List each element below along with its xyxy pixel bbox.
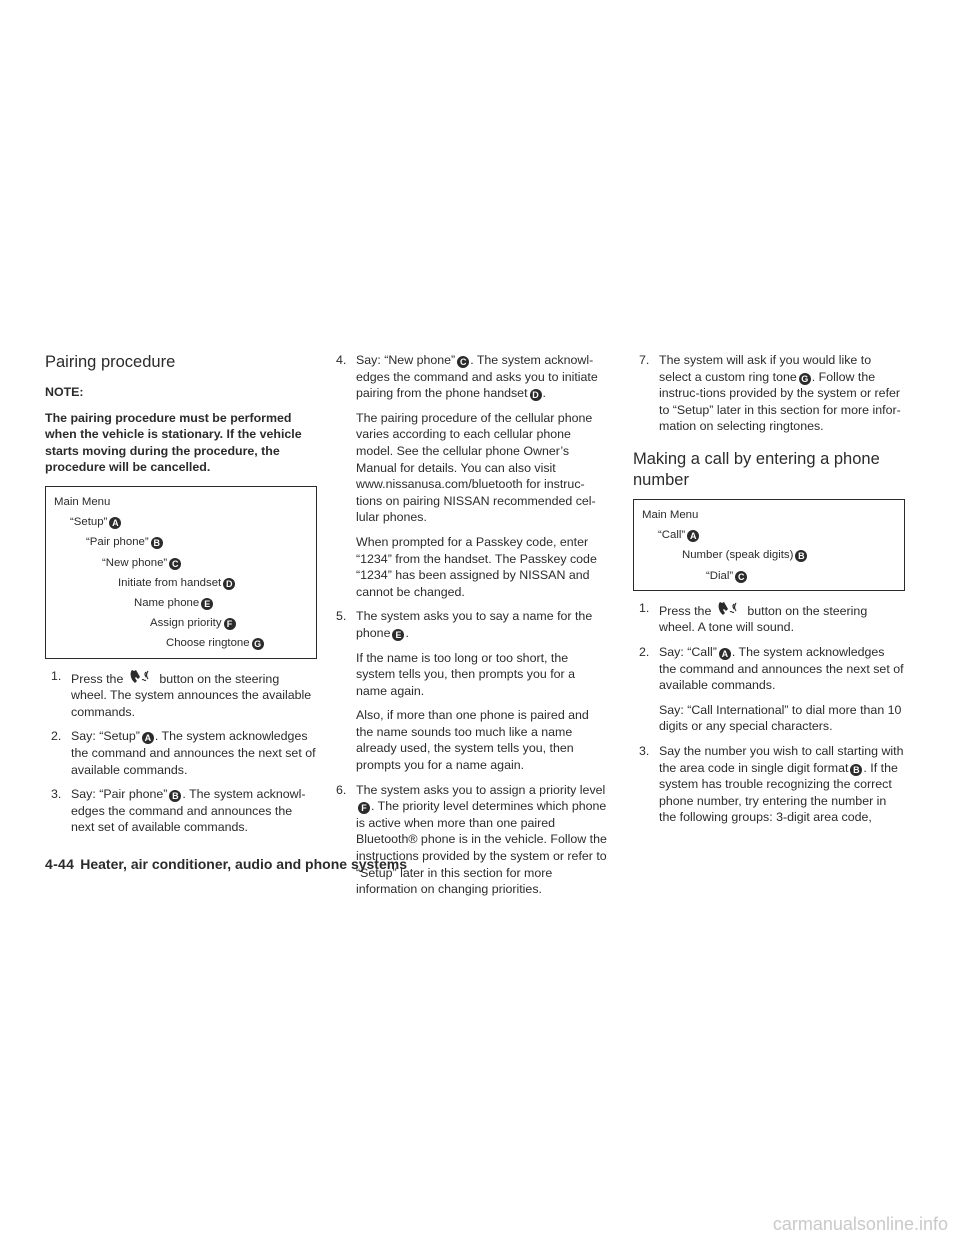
pairing-step-3: 3. Say: “Pair phone” B . The system acknowl-edges the command and announces the next set of available commands. — [51, 787, 306, 835]
marker-b-icon: B — [151, 537, 163, 549]
menu-item-choose-ringtone: Choose ringtone G — [54, 633, 308, 653]
step-5-para-2: Also, if more than one phone is paired and the name sounds too much like a name already used, the system tells you, then prompts you for a name again. — [356, 708, 589, 773]
marker-g-icon: G — [252, 638, 264, 650]
marker-b-icon: B — [169, 790, 181, 802]
menu-item-number: Number (speak digits) B — [642, 545, 896, 565]
watermark: carmanualsonline.info — [772, 1214, 948, 1234]
step-4-para-1: The pairing procedure of the cellular phone varies according to each cellular phone model. See the cellular phone Owner’s Manual for details. You can also visit www.nissanusa.com/bluetooth for instruc-tions on pairing NISSAN recommended cel-lular phones. — [356, 410, 596, 525]
call-menu-tree — [633, 499, 905, 591]
call-step-2-para-1: Say: “Call International” to dial more than 10 digits or any special characters. — [659, 702, 902, 734]
marker-e-icon: E — [201, 598, 213, 610]
menu-item-call: “Call” A — [642, 525, 896, 545]
pairing-menu-tree — [45, 486, 317, 659]
pairing-step-7: 7. The system will ask if you would like to select a custom ring tone G . Follow the instruc-tions provided by the system or refer to “Setup” later in this section for more infor-mation on selecting ringtones. — [639, 353, 901, 434]
marker-c-icon: C — [457, 356, 469, 368]
note-label: NOTE: — [45, 385, 84, 399]
menu-item-initiate: Initiate from handset D — [54, 573, 308, 593]
menu-item-name-phone: Name phone E — [54, 593, 308, 613]
steering-phone-icon — [127, 668, 151, 686]
menu-item-dial: “Dial” C — [642, 566, 896, 586]
marker-f-icon: F — [224, 618, 236, 630]
menu-root: Main Menu — [54, 495, 111, 508]
pairing-step-1: 1. Press the button on the steering wheel. The system announces the available commands. — [51, 668, 312, 719]
step-5-para-1: If the name is too long or too short, the system tells you, then prompts you for a name again. — [356, 650, 575, 698]
menu-item-pair-phone: “Pair phone” B — [54, 532, 308, 552]
marker-d-icon: D — [223, 578, 235, 590]
call-step-1: 1. Press the button on the steering wheel. A tone will sound. — [639, 600, 868, 635]
section-title-pairing: Pairing procedure — [45, 353, 176, 371]
marker-c-icon: C — [735, 571, 747, 583]
call-step-3: 3. Say the number you wish to call starting with the area code in single digit format B . If the system has trouble recognizing the correct phone number, try entering the number in the following groups: 3-digit area code, — [639, 743, 904, 825]
marker-g-icon: G — [799, 373, 811, 385]
menu-item-new-phone: “New phone” C — [54, 553, 308, 573]
section-title-call: Making a call by entering a phone number — [633, 449, 880, 489]
menu-item-assign-priority: Assign priority F — [54, 613, 308, 633]
pairing-step-4: 4. Say: “New phone” C . The system acknowl-edges the command and asks you to initiate pairing from the phone handset D . The pairing procedure of the cellular phone varies according to each cellular phone model. See the cellular phone Owner’s Manual for details. You can also visit www.nissanusa.com/bluetooth for instruc-tions on pairing NISSAN recommended cel-lular phones. When prompted for a Passkey code, enter “1234” from the handset. The Passkey code “1234” has been assigned by NISSAN and cannot be changed. — [330, 352, 608, 600]
page-number: 4-44 — [45, 856, 75, 872]
marker-a-icon: A — [719, 648, 731, 660]
marker-c-icon: C — [169, 558, 181, 570]
column-left — [45, 352, 317, 844]
steering-phone-icon — [715, 600, 739, 618]
marker-b-icon: B — [795, 550, 807, 562]
column-middle — [330, 352, 608, 904]
section-name: Heater, air conditioner, audio and phone systems — [80, 856, 407, 872]
marker-d-icon: D — [530, 389, 542, 401]
note-text: The pairing procedure must be performed when the vehicle is stationary. If the vehicle starts moving during the procedure, the procedure will be cancelled. — [45, 410, 302, 475]
pairing-step-6-part: 6. The system asks you to assign a priority levelF . The priority level determines which phone is active when more than one paired Bluetooth® phone is in the vehicle. Follow the instructions provided by the system or refer to “Setup” later in this section for more information on changing priorities. — [336, 782, 607, 897]
step-4-para-2: When prompted for a Passkey code, enter “1234” from the handset. The Passkey code “1234” has been assigned by NISSAN and cannot be changed. — [356, 534, 597, 599]
menu-item-setup: “Setup” A — [54, 512, 308, 532]
marker-f-icon: F — [358, 802, 370, 814]
marker-a-icon: A — [109, 517, 121, 529]
pairing-step-2: 2. Say: “Setup” A . The system acknowledges the command and announces the next set of available commands. — [51, 729, 316, 777]
marker-a-icon: A — [142, 732, 154, 744]
marker-a-icon: A — [687, 530, 699, 542]
marker-b-icon: B — [850, 764, 862, 776]
column-right — [633, 352, 905, 834]
marker-e-icon: E — [392, 629, 404, 641]
page-footer — [45, 855, 915, 873]
pairing-step-5: 5. The system asks you to say a name for the phone E . If the name is too long or too short, the system tells you, then prompts you for a name again. Also, if more than one phone is paired and the name sounds too much like a name already used, the system tells you, then prompts you for a name again. — [330, 608, 608, 773]
menu-root: Main Menu — [642, 508, 699, 521]
call-step-2: 2. Say: “Call” A . The system acknowledges the command and announces the next set of available commands. Say: “Call International” to dial more than 10 digits or any special characters. — [639, 644, 904, 734]
